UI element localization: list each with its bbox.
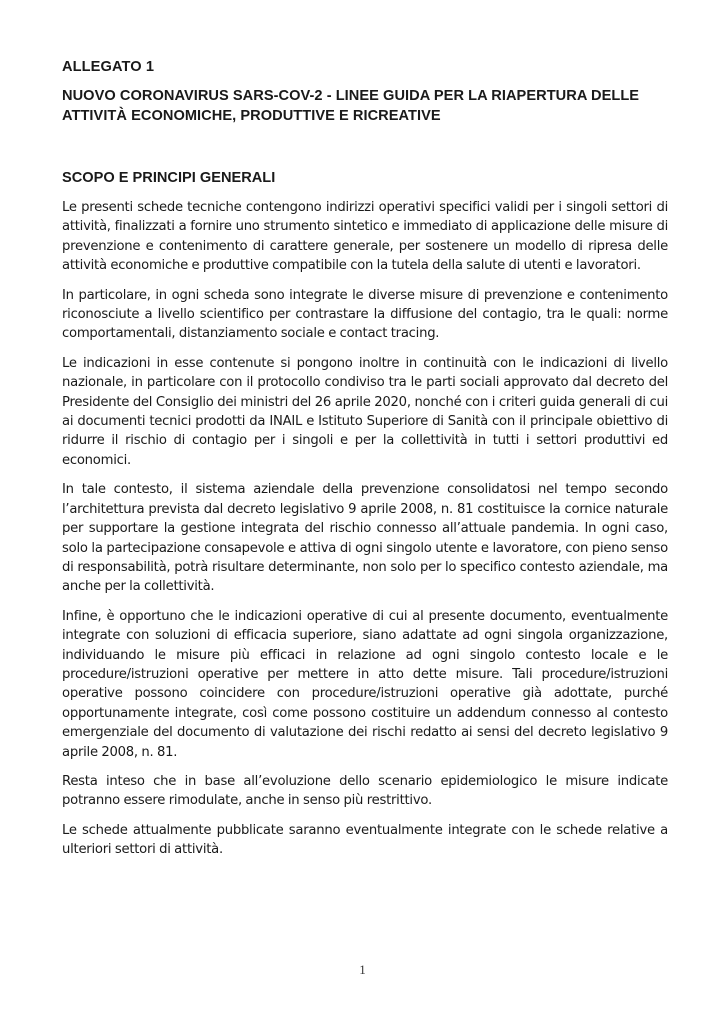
section-heading: SCOPO E PRINCIPI GENERALI <box>62 170 276 186</box>
document-page <box>62 58 668 870</box>
paragraph-context: In tale contesto, il sistema aziendale della prevenzione consolidatosi nel tempo secondo l’architettura prevista dal decreto legislativo 9 aprile 2008, n. 81 costituisce la cornice naturale per supportare la gestione integrata del rischio connesso all’attuale pandemia. In ogni caso, solo la partecipazione consapevole e attiva di ogni singolo utente e lavoratore, con pieno senso di responsabilità, potrà risultare determinante, non solo per lo specifico contesto aziendale, ma anche per la collettività. <box>62 482 668 595</box>
document-title: NUOVO CORONAVIRUS SARS-COV-2 - LINEE GUIDA PER LA RIAPERTURA DELLE ATTIVITÀ ECONOMICHE, PRODUTTIVE E RICREATIVE <box>62 88 640 124</box>
paragraph-intro: Le presenti schede tecniche contengono indirizzi operativi specifici validi per i singoli settori di attività, finalizzati a fornire uno strumento sintetico e immediato di applicazione delle misure di prevenzione e contenimento di carattere generale, per sostenere un modello di ripresa delle attività economiche e produttive compatibile con la tutela della salute di utenti e lavoratori. <box>62 200 668 274</box>
paragraph-national-guidelines: Le indicazioni in esse contenute si pongono inoltre in continuità con le indicazioni di livello nazionale, in particolare con il protocollo condiviso tra le parti sociali approvato dal decreto del Presidente del Consiglio dei ministri del 26 aprile 2020, nonché con i criteri guida generali di cui ai documenti tecnici prodotti da INAIL e Istituto Superiore di Sanità con il principale obiettivo di ridurre il rischio di contagio per i singoli e per la collettività in tutti i settori produttivi ed economici. <box>62 355 668 468</box>
paragraph-measures: In particolare, in ogni scheda sono integrate le diverse misure di prevenzione e contenimento riconosciute a livello scientifico per contrastare la diffusione del contagio, tra le quali: norme comportamentali, distanziamento sociale e contact tracing. <box>62 287 668 342</box>
paragraph-adaptation: Infine, è opportuno che le indicazioni operative di cui al presente documento, eventualmente integrate con soluzioni di efficacia superiore, siano adattate ad ogni singola organizzazione, individuando le misure più efficaci in relazione ad ogni singolo contesto locale e le procedure/istruzioni operative per mettere in atto dette misure. Tali procedure/istruzioni operative possono coincidere con procedure/istruzioni operative già adottate, purché opportunamente integrate, così come possono costituire un addendum connesso al contesto emergenziale del documento di valutazione dei rischi redatto ai sensi del decreto legislativo 9 aprile 2008, n. 81. <box>62 608 668 760</box>
page-number: 1 <box>359 962 366 977</box>
paragraph-future-sheets: Le schede attualmente pubblicate saranno eventualmente integrate con le schede relative a ulteriori settori di attività. <box>62 822 668 858</box>
annex-label: ALLEGATO 1 <box>62 59 155 75</box>
paragraph-remodulation: Resta inteso che in base all’evoluzione dello scenario epidemiologico le misure indicate potranno essere rimodulate, anche in senso più restrittivo. <box>62 773 668 809</box>
